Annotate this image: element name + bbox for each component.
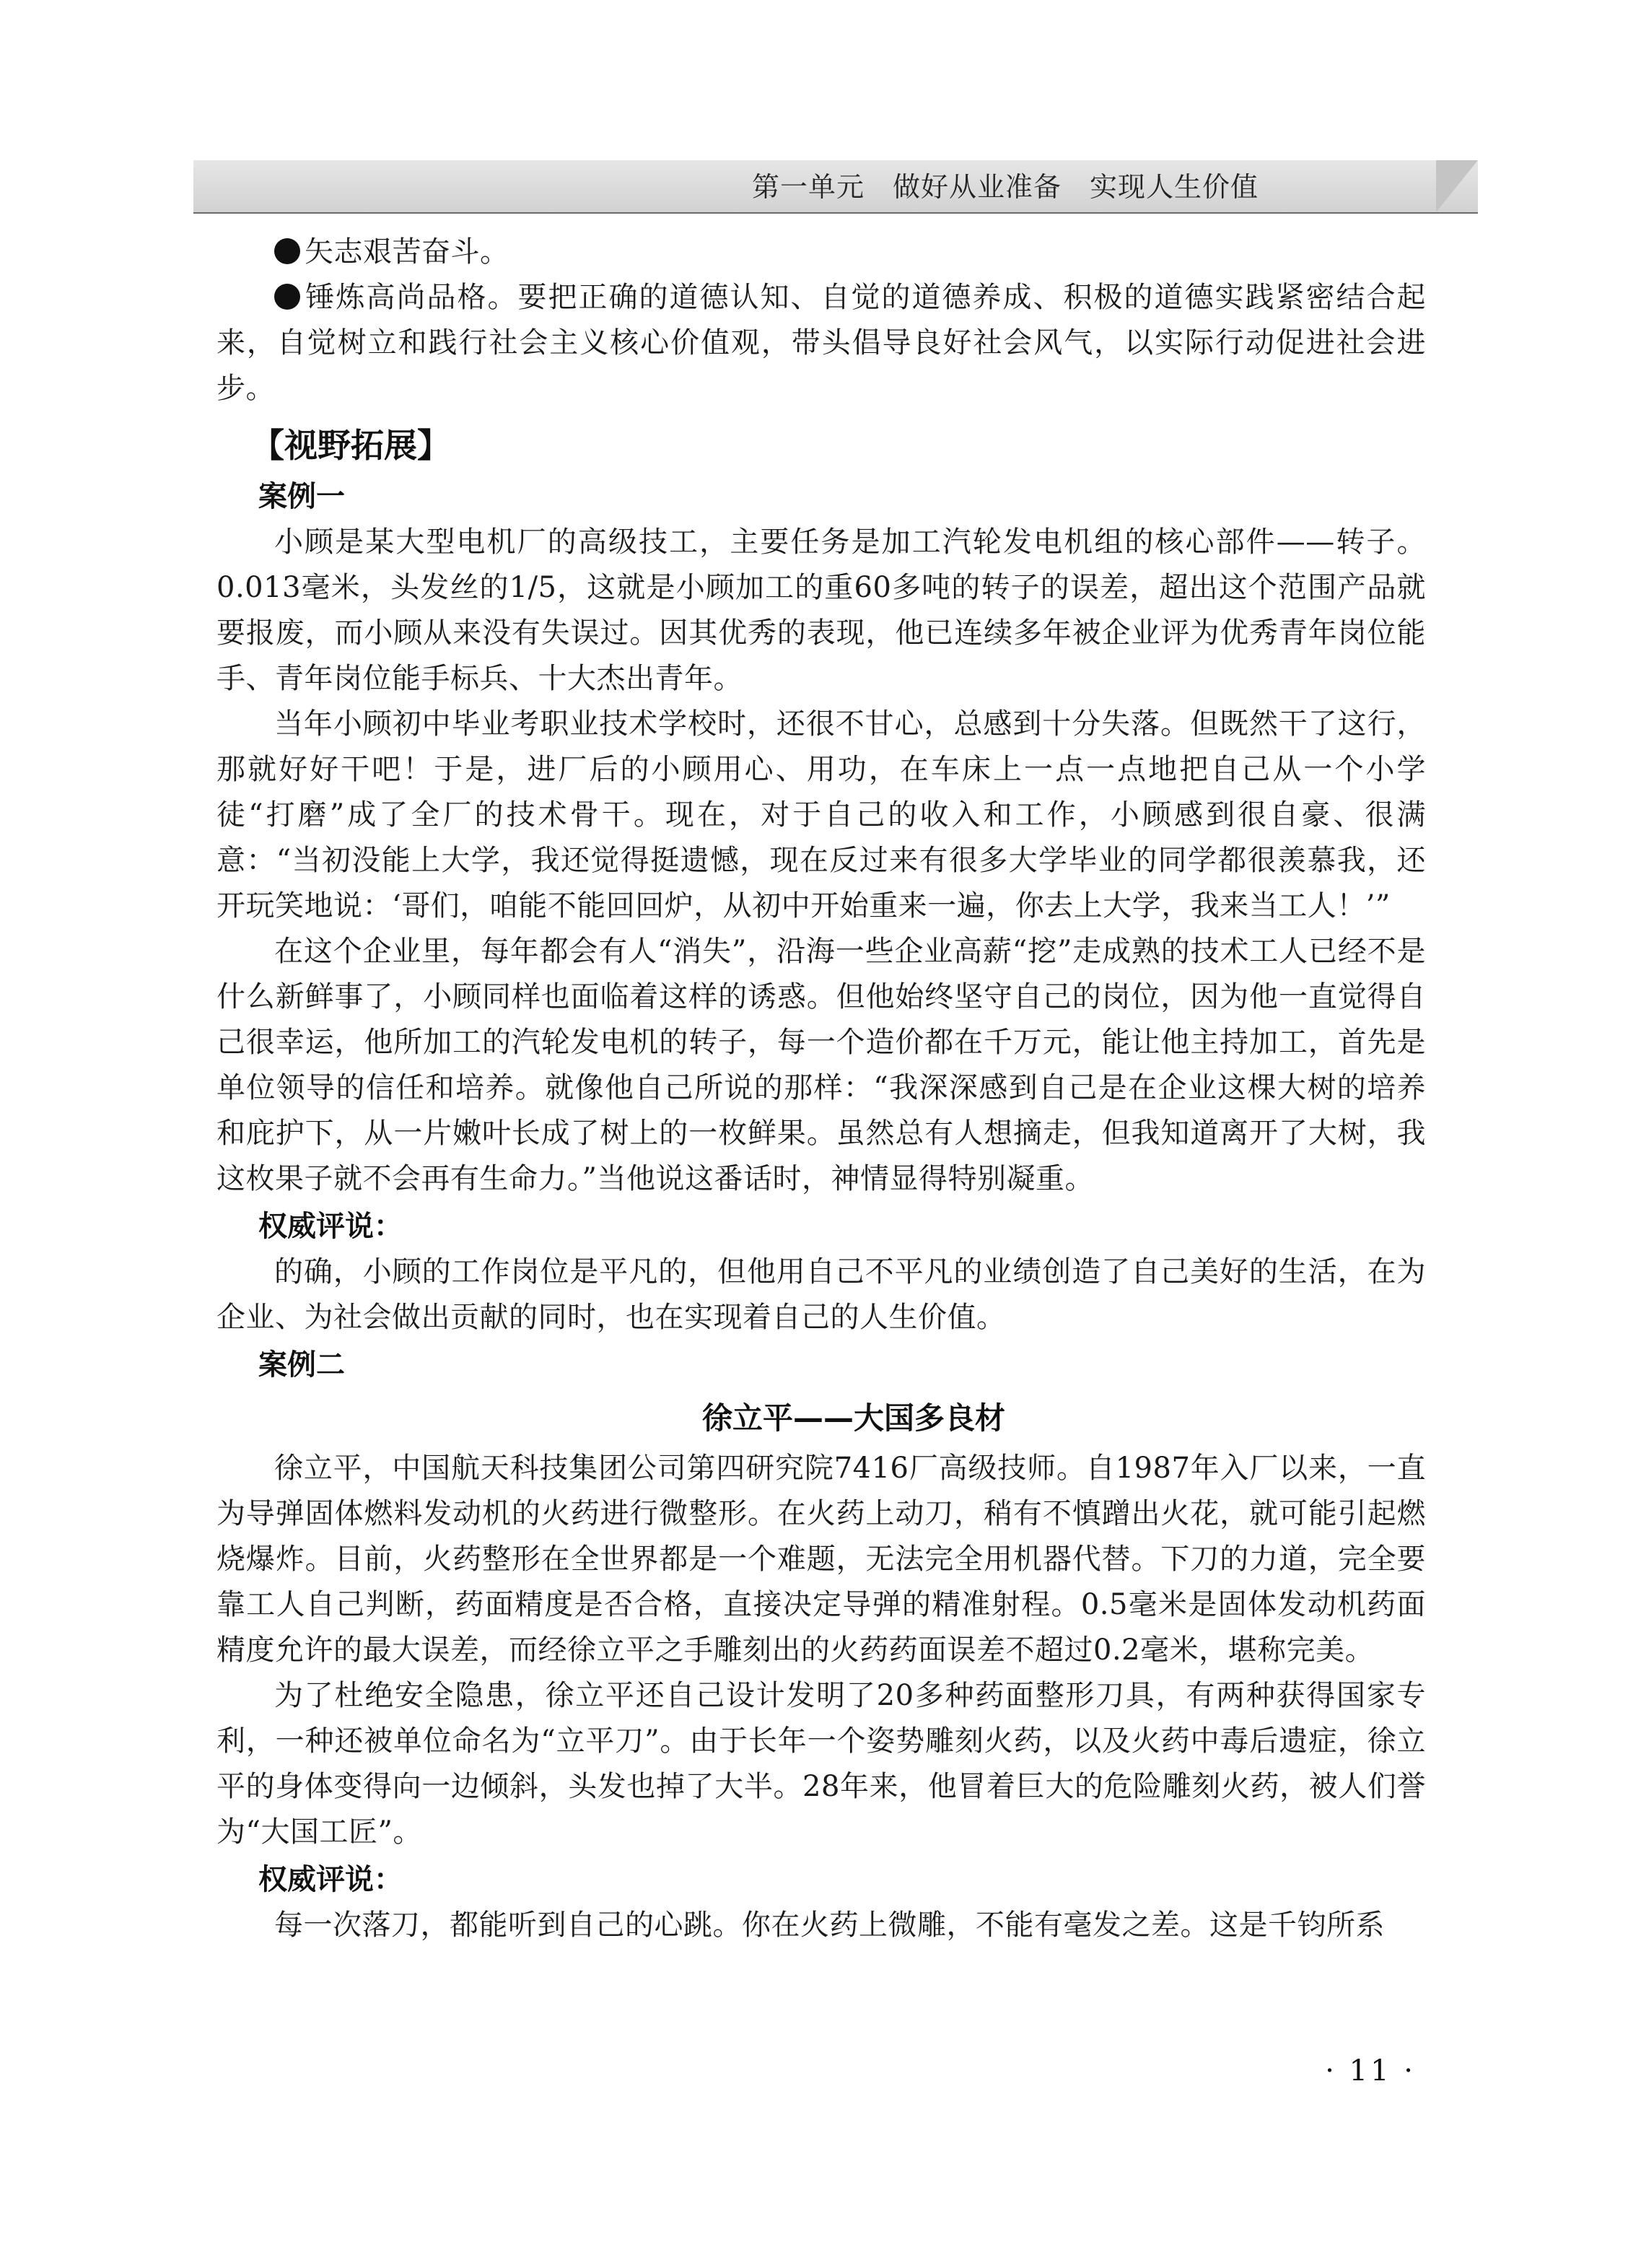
case1-paragraph: 当年小顾初中毕业考职业技术学校时，还很不甘心，总感到十分失落。但既然干了这行，那就好好干吧！于是，进厂后的小顾用心、用功，在车床上一点一点地把自己从一个小学徒“打磨”成了全厂的技术骨干。现在，对于自己的收入和工作，小顾感到很自豪、很满意：“当初没能上大学，我还觉得挺遗憾，现在反过来有很多大学毕业的同学都很羡慕我，还开玩笑地说：‘哥们，咱能不能回回炉，从初中开始重来一遍，你去上大学，我来当工人！’” (216, 707, 1426, 923)
bullet-item (216, 230, 1426, 275)
running-header-rule (193, 212, 1478, 214)
bullet-text: 矢志艰苦奋斗。 (305, 235, 509, 269)
case2-title: 徐立平——大国多良材 (701, 1400, 1005, 1436)
case2-label: 案例二 (258, 1348, 345, 1382)
bullet-dot-icon (274, 284, 300, 310)
case2-paragraph: 为了杜绝安全隐患，徐立平还自己设计发明了20多种药面整形刀具，有两种获得国家专利，一种还被单位命名为“立平刀”。由于长年一个姿势雕刻火药，以及火药中毒后遗症，徐立平的身体变得向一边倾斜，头发也掉了大半。28年来，他冒着巨大的危险雕刻火药，被人们誉为“大国工匠”。 (216, 1679, 1426, 1849)
case1-comment: 的确，小顾的工作岗位是平凡的，但他用自己不平凡的业绩创造了自己美好的生活，在为企业、为社会做出贡献的同时，也在实现着自己的人生价值。 (216, 1255, 1426, 1334)
running-header-tab (1436, 160, 1478, 212)
bullet-item (216, 275, 1426, 411)
case1-paragraph: 小顾是某大型电机厂的高级技工，主要任务是加工汽轮发电机组的核心部件——转子。0.013毫米，头发丝的1/5，这就是小顾加工的重60多吨的转子的误差，超出这个范围产品就要报废，而小顾从来没有失误过。因其优秀的表现，他已连续多年被企业评为优秀青年岗位能手、青年岗位能手标兵、十大杰出青年。 (216, 525, 1426, 695)
case1-paragraph: 在这个企业里，每年都会有人“消失”，沿海一些企业高薪“挖”走成熟的技术工人已经不是什么新鲜事了，小顾同样也面临着这样的诱惑。但他始终坚守自己的岗位，因为他一直觉得自己很幸运，他所加工的汽轮发电机的转子，每一个造价都在千万元，能让他主持加工，首先是单位领导的信任和培养。就像他自己所说的那样：“我深深感到自己是在企业这棵大树的培养和庇护下，从一片嫩叶长成了树上的一枚鲜果。虽然总有人想摘走，但我知道离开了大树，我这枚果子就不会再有生命力。”当他说这番话时，神情显得特别凝重。 (216, 935, 1426, 1195)
bullet-dot-icon (274, 238, 300, 264)
case2-paragraph: 徐立平，中国航天科技集团公司第四研究院7416厂高级技师。自1987年入厂以来，一直为导弹固体燃料发动机的火药进行微整形。在火药上动刀，稍有不慎蹭出火花，就可能引起燃烧爆炸。目前，火药整形在全世界都是一个难题，无法完全用机器代替。下刀的力道，完全要靠工人自己判断，药面精度是否合格，直接决定导弹的精准射程。0.5毫米是固体发动机药面精度允许的最大误差，而经徐立平之手雕刻出的火药药面误差不超过0.2毫米，堪称完美。 (216, 1452, 1426, 1667)
bullet-text: 锤炼高尚品格。要把正确的道德认知、自觉的道德养成、积极的道德实践紧密结合起来，自觉树立和践行社会主义核心价值观，带头倡导良好社会风气，以实际行动促进社会进步。 (216, 281, 1426, 405)
case1-label: 案例一 (258, 480, 345, 513)
section-heading: 【视野拓展】 (251, 426, 450, 465)
running-header-title: 第一单元 做好从业准备 实现人生价值 (751, 171, 1259, 203)
page-body (216, 230, 1426, 1948)
page-number: · 11 · (1325, 2054, 1416, 2088)
case1-comment-label: 权威评说： (258, 1210, 403, 1243)
case2-comment: 每一次落刀，都能听到自己的心跳。你在火药上微雕，不能有毫发之差。这是千钧所系 (274, 1909, 1385, 1942)
case2-comment-label: 权威评说： (258, 1863, 403, 1896)
